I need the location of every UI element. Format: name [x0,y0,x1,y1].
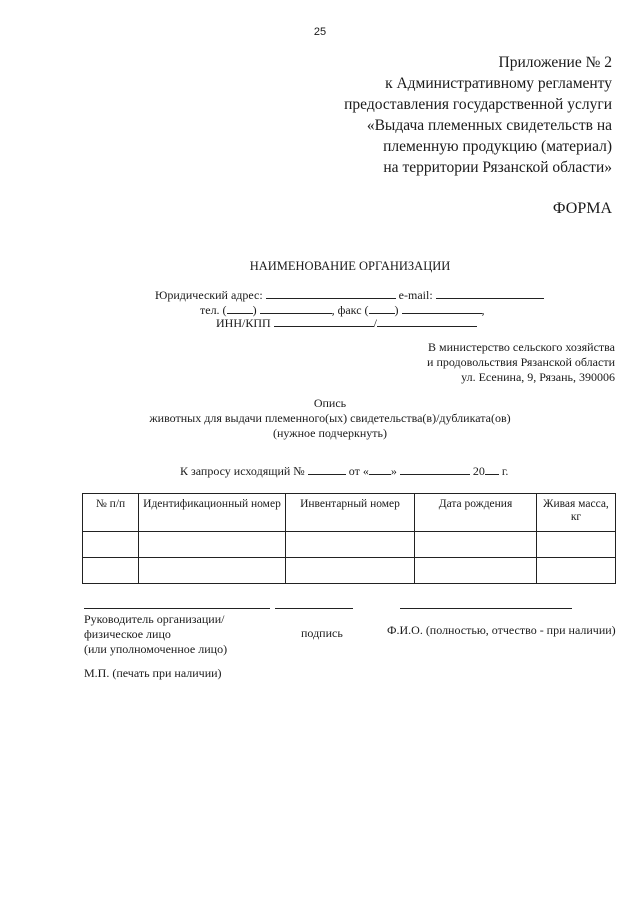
table-cell[interactable] [537,532,616,558]
table-cell[interactable] [415,532,537,558]
table-cell[interactable] [415,558,537,584]
fio-label: Ф.И.О. (полностью, отчество - при наличии) [387,623,616,637]
inn-label: ИНН/КПП [216,316,271,330]
request-line: К запросу исходящий № от « » 20 г. [180,464,509,478]
inn-field[interactable] [274,316,374,327]
fio-line[interactable] [400,608,572,609]
head-signature-line[interactable] [84,608,270,609]
form-label: ФОРМА [552,200,612,217]
organization-name-title: НАИМЕНОВАНИЕ ОРГАНИЗАЦИИ [249,259,451,273]
legal-address-row [155,288,544,303]
opis-block [0,396,640,441]
signature-line[interactable] [275,608,353,609]
addressee-line: и продовольствия Рязанской области [427,355,615,369]
inn-row: ИНН/КПП / [216,316,477,331]
table-cell[interactable] [537,558,616,584]
table-cell[interactable] [83,558,139,584]
table-row [83,558,616,584]
head-label-line: Руководитель организации/ [84,612,225,626]
col-inventory-number: Инвентарный номер [286,494,415,532]
head-label-line: (или уполномоченное лицо) [84,642,228,656]
fax-label: факс ( [337,303,369,317]
email-field[interactable] [436,288,544,299]
phone-code-field[interactable] [227,303,253,314]
request-year-prefix: 20 [472,464,485,478]
table-cell[interactable] [139,532,286,558]
phone-number-field[interactable] [260,303,332,314]
col-birth-date: Дата рождения [415,494,537,532]
opis-title: Опись [313,396,347,410]
addressee-line: ул. Есенина, 9, Рязань, 390006 [461,370,615,384]
phone-fax-row: тел. ( ) , факс ( ) , [200,303,485,317]
inventory-table [82,493,616,584]
request-month-field[interactable] [400,464,470,475]
addressee-block [427,340,615,385]
col-live-weight: Живая масса, кг [537,494,616,532]
col-identification-number: Идентификационный номер [139,494,286,532]
email-label: e-mail: [398,288,433,302]
request-year-field[interactable] [485,464,499,475]
table-cell[interactable] [286,558,415,584]
fax-number-field[interactable] [402,303,482,314]
table-cell[interactable] [83,532,139,558]
request-number-field[interactable] [308,464,346,475]
opis-note: (нужное подчеркнуть) [273,426,387,440]
appendix-line: к Административному регламенту [385,75,612,92]
fax-code-field[interactable] [369,303,395,314]
table-row [83,532,616,558]
legal-address-field[interactable] [266,288,396,299]
kpp-field[interactable] [377,316,477,327]
request-day-field[interactable] [369,464,391,475]
opis-subtitle: животных для выдачи племенного(ых) свидетельства(в)/дубликата(ов) [149,411,511,425]
request-prefix: К запросу исходящий № [180,464,305,478]
appendix-header [344,52,612,178]
appendix-line: «Выдача племенных свидетельств на [366,117,612,134]
appendix-line: на территории Рязанской области» [383,159,612,176]
head-label-line: физическое лицо [84,627,171,641]
signature-label: подпись [301,626,343,640]
table-cell[interactable] [139,558,286,584]
request-year-suffix: г. [501,464,509,478]
stamp-label: М.П. (печать при наличии) [84,666,222,680]
head-label-block [84,612,227,657]
page-number: 25 [313,26,327,38]
addressee-line: В министерство сельского хозяйства [428,340,615,354]
phone-label: тел. ( [200,303,227,317]
appendix-line: Приложение № 2 [498,54,612,71]
table-cell[interactable] [286,532,415,558]
appendix-line: племенную продукцию (материал) [383,138,612,155]
table-header-row [83,494,616,532]
request-from: от « [348,464,369,478]
col-number: № п/п [83,494,139,532]
legal-address-label: Юридический адрес: [155,288,263,302]
appendix-line: предоставления государственной услуги [344,96,612,113]
